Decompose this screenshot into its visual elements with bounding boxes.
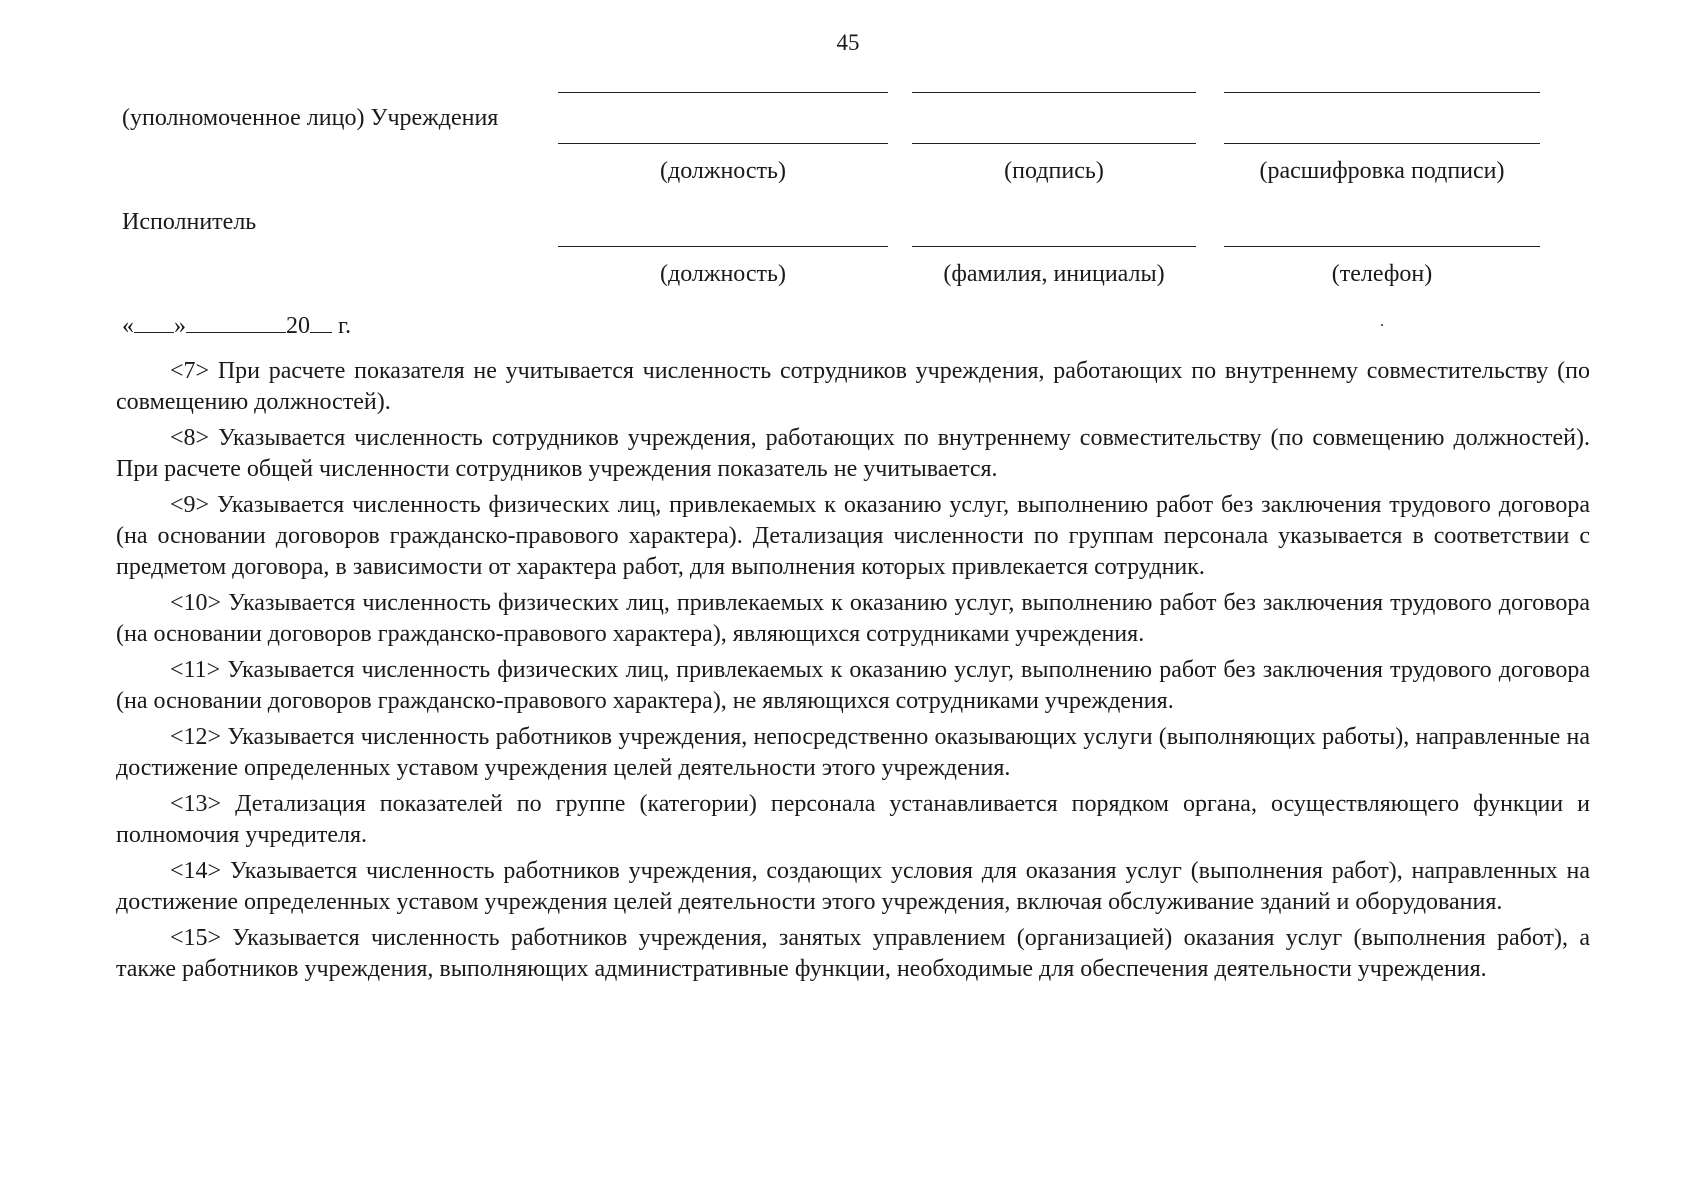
date-close-quote: » bbox=[174, 313, 186, 339]
footnote-marker: <13> bbox=[170, 791, 222, 817]
position-caption: (должность) bbox=[660, 158, 786, 184]
footnote bbox=[116, 789, 1590, 851]
footnote bbox=[116, 356, 1590, 418]
footnote-marker: <14> bbox=[170, 858, 222, 884]
date-line bbox=[122, 312, 351, 340]
executor-position-caption: (должность) bbox=[660, 261, 786, 287]
footnote bbox=[116, 655, 1590, 717]
executor-phone-line bbox=[1224, 246, 1540, 247]
footnote-marker: <7> bbox=[170, 358, 210, 384]
date-open-quote: « bbox=[122, 313, 134, 339]
scan-speck bbox=[1381, 324, 1383, 326]
footnote bbox=[116, 856, 1590, 918]
footnote bbox=[116, 490, 1590, 583]
year-blank bbox=[310, 312, 332, 333]
footnote-marker: <10> bbox=[170, 590, 222, 616]
footnote-text: Указывается численность сотрудников учреждения, работающих по внутреннему совместительству (по совмещению должностей). При расчете общей численности сотрудников учреждения показатель не учитывается. bbox=[116, 425, 1590, 482]
signature-line bbox=[912, 143, 1196, 144]
executor-name-caption: (фамилия, инициалы) bbox=[943, 261, 1165, 287]
signature-caption: (подпись) bbox=[1004, 158, 1104, 184]
executor-phone-caption: (телефон) bbox=[1331, 261, 1433, 287]
month-blank bbox=[186, 312, 286, 333]
executor-position-line bbox=[558, 246, 888, 247]
footnote-marker: <11> bbox=[170, 657, 221, 683]
signature-line bbox=[1224, 92, 1540, 93]
signature-line bbox=[558, 92, 888, 93]
signature-line bbox=[912, 92, 1196, 93]
footnote-text: Детализация показателей по группе (категории) персонала устанавливается порядком органа, осуществляющего функции и полномочия учредителя. bbox=[116, 791, 1590, 848]
page-number: 45 bbox=[836, 30, 860, 55]
footnote-text: При расчете показателя не учитывается численность сотрудников учреждения, работающих по внутреннему совместительству (по совмещению должностей). bbox=[116, 358, 1591, 415]
footnote-marker: <15> bbox=[170, 925, 222, 951]
footnote-marker: <8> bbox=[170, 425, 210, 451]
signature-decoding-line bbox=[1224, 143, 1540, 144]
footnote-text: Указывается численность физических лиц, привлекаемых к оказанию услуг, выполнению работ без заключения трудового договора (на основании договоров гражданско-правового характера). Детализация численности по группам персонала указывается в соответствии с предметом договора, в зависимости от характера работ, для выполнения которых привлекается сотрудник. bbox=[116, 492, 1591, 580]
footnote bbox=[116, 588, 1590, 650]
footnote-text: Указывается численность работников учреждения, непосредственно оказывающих услуги (выполняющих работы), направленные на достижение определенных уставом учреждения целей деятельности этого учреждения. bbox=[116, 724, 1591, 781]
footnote bbox=[116, 423, 1590, 485]
footnote bbox=[116, 923, 1590, 985]
signature-decoding-caption: (расшифровка подписи) bbox=[1259, 158, 1505, 184]
footnote-marker: <12> bbox=[170, 724, 222, 750]
executor-name-line bbox=[912, 246, 1196, 247]
footnote-text: Указывается численность физических лиц, привлекаемых к оказанию услуг, выполнению работ без заключения трудового договора (на основании договоров гражданско-правового характера), не являющихся сотрудниками учреждения. bbox=[116, 657, 1591, 714]
footnote-text: Указывается численность работников учреждения, занятых управлением (организацией) оказания услуг (выполнения работ), а также работников учреждения, выполняющих административные функции, необходимые для обеспечения деятельности учреждения. bbox=[116, 925, 1591, 982]
executor-label: Исполнитель bbox=[122, 209, 257, 235]
year-suffix: г. bbox=[338, 313, 352, 339]
footnote-text: Указывается численность физических лиц, привлекаемых к оказанию услуг, выполнению работ без заключения трудового договора (на основании договоров гражданско-правового характера), являющихся сотрудниками учреждения. bbox=[116, 590, 1591, 647]
footnote-text: Указывается численность работников учреждения, создающих условия для оказания услуг (выполнения работ), направленных на достижение определенных уставом учреждения целей деятельности этого учреждения, включая обслуживание зданий и оборудования. bbox=[116, 858, 1591, 915]
footnote-marker: <9> bbox=[170, 492, 210, 518]
year-prefix: 20 bbox=[286, 313, 310, 339]
footnotes bbox=[116, 356, 1590, 990]
day-blank bbox=[134, 312, 174, 333]
authority-label: (уполномоченное лицо) Учреждения bbox=[122, 105, 499, 131]
position-line bbox=[558, 143, 888, 144]
footnote bbox=[116, 722, 1590, 784]
